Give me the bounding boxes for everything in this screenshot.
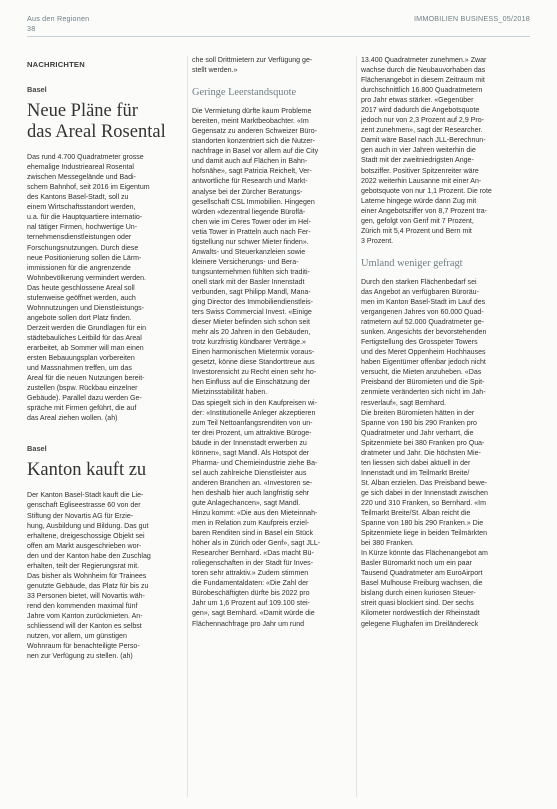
text-line: dieser Mieter befinden sich schon seit	[192, 319, 310, 327]
text-line: Wohnraum für benachteiligte Perso-	[27, 643, 140, 651]
text-line: zenmiete veränderten sich nicht im Jah-	[361, 389, 486, 397]
text-line: roliegenschaften in der Stadt für Inves-	[192, 560, 314, 568]
text-line: vetia Tower in Pratteln auch nach Fer-	[192, 228, 311, 236]
text-line: genschaft Egliseestrasse 60 von der	[27, 502, 141, 510]
text-line: Pharma- und Chemieindustrie ziehe Ba-	[192, 459, 318, 467]
text-line: ter drei Prozent, um attraktive Büroge-	[192, 429, 312, 437]
text-line: resverlauf», sagt Bernhard.	[361, 399, 446, 407]
headline-line: Neue Pläne für	[27, 101, 138, 122]
text-line: ters Swiss Commercial Invest. «Einige	[192, 309, 312, 317]
text-line: Quadratmeter und Jahr verharrt, die	[361, 429, 474, 437]
text-line: Jahr um 1,6 Prozent auf 109.100 stei-	[192, 600, 310, 608]
text-line: streit quasi blockiert sind. Der sechs	[361, 600, 474, 608]
text-line: 220 und 310 Franken, so Bernhard. «Im	[361, 499, 486, 507]
column-divider	[356, 56, 357, 797]
text-line: ging Director des Immobiliendienstleis-	[192, 299, 314, 307]
text-line: Investorensicht zu Recht einen sehr ho-	[192, 369, 317, 377]
text-line: 2022 weiterhin Lausanne mit einer An-	[361, 177, 482, 185]
subheading: Geringe Leerstandsquote	[192, 87, 297, 99]
article-kicker: Basel	[27, 85, 47, 95]
text-line: Zürich mit 5,4 Prozent und Bern mit	[361, 227, 472, 235]
text-line: Das heute geschlossene Areal soll	[27, 284, 135, 292]
text-line: ge sich dabei in der Innenstadt zwischen	[361, 489, 488, 497]
text-line: zum Teil Nettoanfangsrenditen von un-	[192, 419, 313, 427]
article-body	[361, 278, 530, 630]
text-line: tungsunternehmen fühlten sich traditi-	[192, 268, 310, 276]
text-line: ten liessen sich dabei aktuell in der	[361, 459, 471, 467]
text-line: einem Wirtschaftsstandort werden,	[27, 204, 136, 212]
text-line: versucht, die Mieten anzuheben. «Das	[361, 369, 482, 377]
text-line: hofsnähe», sagt Patricia Reichelt, Ver-	[192, 168, 312, 176]
column-divider	[187, 56, 188, 797]
text-line: men im Kanton Basel-Stadt im Lauf des	[361, 299, 486, 307]
text-line: bereiten, meint Marktbeobachter. «Im	[192, 118, 309, 126]
text-line: trotz kurzfristig kündbarer Verträge.»	[192, 339, 306, 347]
text-line: Gegensatz zu anderen Schweizer Büro-	[192, 128, 317, 136]
text-line: Spanne von 180 bis 290 Franken.» Die	[361, 520, 484, 528]
text-line: Die breiten Büromieten hätten in der	[361, 409, 475, 417]
column-1	[27, 60, 183, 662]
running-header-right: IMMOBILIEN BUSINESS_05/2018	[413, 14, 530, 23]
article-body	[27, 491, 183, 662]
text-line: nen zur Verfügung zu stellen. (ah)	[27, 653, 133, 661]
page-number: 38	[27, 23, 36, 33]
text-line: offen am Markt ausgeschrieben wor-	[27, 542, 142, 550]
text-line: sel auch zahlreiche Dienstleister aus	[192, 469, 307, 477]
text-line: sunken. Angesichts der bevorstehenden	[361, 329, 487, 337]
text-line: Laterne hingege würde dann Zug mit	[361, 197, 477, 205]
text-line: stellt werden.»	[192, 67, 238, 75]
text-line: und Massnahmen treffen, um das	[27, 365, 132, 373]
text-line: standorten konzentriert sich die Nutzer-	[192, 138, 315, 146]
text-line: Damit wäre Basel nach JLL-Berechnun-	[361, 137, 486, 145]
column-2	[192, 56, 352, 630]
text-line: schem Bahnhof, seit 2016 im Eigentum	[27, 184, 150, 192]
text-line: botsziffer. Positiver Spitzenreiter wäre	[361, 167, 479, 175]
text-line: gute Anlagechancen», sagt Mandl.	[192, 499, 301, 507]
text-line: Einen harmonischen Mietermix voraus-	[192, 349, 315, 357]
text-line: gen, gefolgt von Genf mit 7 Prozent,	[361, 217, 474, 225]
article-headline	[27, 101, 183, 143]
text-line: mehr als 20 Jahren in den Gebäuden,	[192, 329, 311, 337]
text-line: und des Meret Oppenheim Hochhauses	[361, 349, 486, 357]
text-line: gesetzt, könne diese Standorttreue aus	[192, 359, 315, 367]
text-line: können», sagt Mandl. Als Hotspot der	[192, 449, 310, 457]
text-line: Basel Mulhouse Freiburg wachsen, die	[361, 580, 483, 588]
text-line: analyse bei der Zürcher Beratungs-	[192, 188, 303, 196]
text-line: 2017 wird dadurch die Angebotsquote	[361, 107, 480, 115]
text-line: hung, Ausbildung und Bildung. Das gut	[27, 522, 149, 530]
text-line: ehemalige Industrieareal Rosental	[27, 164, 134, 172]
text-line: Basler Büromarkt noch um ein paar	[361, 560, 472, 568]
text-line: tigstellung nur schwer Mieter finden».	[192, 238, 309, 246]
headline-line: das Areal Rosental	[27, 122, 166, 143]
text-line: baren Renditen sind in Basel ein Stück	[192, 530, 314, 538]
text-line: bei 380 Franken.	[361, 540, 414, 548]
text-line: nutzen, vor allem, um günstigen	[27, 633, 127, 641]
text-line: bislang durch einen kuriosen Steuer-	[361, 590, 476, 598]
article-headline: Kanton kauft zu	[27, 460, 147, 481]
text-line: u.a. für die Hauptquartiere internatio-	[27, 214, 143, 222]
text-line: Areal für die neuen Nutzungen bereit-	[27, 375, 145, 383]
article-areal-rosental	[27, 85, 183, 424]
text-line: würden «dezentral liegende Büroflä-	[192, 208, 306, 216]
article-body	[27, 153, 183, 424]
text-line: einer Angebotsziffer von 8,7 Prozent tra-	[361, 207, 488, 215]
text-line: den und der Kanton habe den Zuschlag	[27, 552, 151, 560]
text-line: dratmeter und Jahr. Die höchsten Mie-	[361, 449, 481, 457]
text-line: zustellen (bspw. Rückbau einzelner	[27, 385, 138, 393]
text-line: Researcher Bernhard. «Das macht Bü-	[192, 550, 314, 558]
continued-text	[361, 56, 530, 247]
header-divider	[27, 36, 530, 37]
text-line: men in Relation zum Kaufpreis erziel-	[192, 520, 310, 528]
text-line: Wohnnutzungen und Dienstleistungs-	[27, 304, 145, 312]
text-line: gebotsquote von nur 1,1 Prozent. Die rote	[361, 187, 492, 195]
text-line: ternehmensdienstleistungen oder	[27, 234, 132, 242]
text-line: hen deshalb hier auch langfristig sehr	[192, 489, 310, 497]
text-line: anderen Branchen an. «Investoren se-	[192, 479, 313, 487]
text-line: immissionen für die angrenzende	[27, 264, 131, 272]
text-line: Das bisher als Wohnheim für Trainees	[27, 572, 147, 580]
text-line: Wohnbevölkerung vermindert werden.	[27, 274, 146, 282]
text-line: gen auch in vier Jahren weiterhin die	[361, 147, 476, 155]
text-line: Gebäude). Parallel dazu werden Ge-	[27, 395, 142, 403]
text-line: onell stark mit der Basler Innenstadt	[192, 278, 305, 286]
text-line: rend den kommenden maximal fünf	[27, 602, 138, 610]
text-line: Innenstadt und im Teilmarkt Breite/	[361, 469, 470, 477]
text-line: antwortliche für Research und Markt-	[192, 178, 308, 186]
text-line: 33 Personen bietet, will Novartis wäh-	[27, 592, 145, 600]
text-line: kleinere Versicherungs- und Bera-	[192, 258, 299, 266]
text-line: Forschungsnutzungen. Durch diese	[27, 244, 139, 252]
text-line: Spitzenmiete bei 380 Franken pro Qua-	[361, 439, 485, 447]
text-line: und damit auch auf Flächen in Bahn-	[192, 158, 308, 166]
text-line: Stiftung der Novartis AG für Erzie-	[27, 512, 134, 520]
text-line: Tausend Quadratmeter am EuroAirport	[361, 570, 483, 578]
text-line: Durch den starken Flächenbedarf sei	[361, 278, 477, 286]
section-name: Aus den Regionen	[27, 14, 90, 23]
text-line: bäude in der Innenstadt erwerben zu	[192, 439, 307, 447]
text-line: nal tätiger Firmen, hochwertige Un-	[27, 224, 138, 232]
text-line: Der Kanton Basel-Stadt kauft die Lie-	[27, 492, 144, 500]
continued-text	[192, 56, 352, 76]
text-line: des Kantons Basel-Stadt, soll zu	[27, 194, 129, 202]
text-line: die Fundamentaldaten: «Die Zahl der	[192, 580, 309, 588]
text-line: das Areal ziehen wollen. (ah)	[27, 415, 118, 423]
text-line: Flächenangebot in diesem Zeitraum mit	[361, 77, 485, 85]
running-header-left	[27, 14, 89, 33]
text-line: In Kürze könnte das Flächenangebot am	[361, 550, 488, 558]
text-line: Mietzinsstabilität haben.	[192, 389, 268, 397]
text-line: städtebauliches Leitbild für das Areal	[27, 334, 142, 342]
article-body	[192, 107, 352, 629]
text-line: durchschnittlich 16.800 Quadratmetern	[361, 87, 483, 95]
text-line: Bürobeschäftigten dürfte bis 2022 pro	[192, 590, 310, 598]
text-line: das Angebot an verfügbaren Büroräu-	[361, 288, 479, 296]
subheading: Umland weniger gefragt	[361, 257, 463, 269]
text-line: 13.400 Quadratmeter zunehmen.» Zwar	[361, 57, 487, 64]
text-line: wachse durch die Neubauvorhaben das	[361, 67, 486, 75]
text-line: erhalten, teilt der Regierungsrat mit.	[27, 562, 140, 570]
text-line: jedoch nur von 2,3 Prozent auf 2,9 Pro-	[361, 117, 485, 125]
text-line: Hinzu kommt: «Die aus den Mieteinnah-	[192, 510, 318, 518]
text-line: pro Jahr etwas stärker. «Gegenüber	[361, 97, 474, 105]
text-line: Kilometer nordwestlich der Rheinstadt	[361, 610, 480, 618]
text-line: Jahre vom Kanton zurückmieten. An-	[27, 612, 143, 620]
text-line: Stadt mit der zweitniedrigsten Ange-	[361, 157, 474, 165]
text-line: genutzte Gebäude, das Platz für bis zu	[27, 582, 149, 590]
text-line: haben Eigentümer offenbar jedoch nicht	[361, 359, 486, 367]
text-line: ersten Bebauungsplan vorbereiten	[27, 355, 135, 363]
section-label: NACHRICHTEN	[27, 60, 85, 69]
text-line: vergangenen Jahres von 60.000 Quad-	[361, 309, 484, 317]
text-line: 3 Prozent.	[361, 237, 394, 245]
text-line: höher als in Zürich oder Genf», sagt JLL-	[192, 540, 321, 548]
text-line: schliessend will der Kanton es selbst	[27, 623, 142, 631]
text-line: gesellschaft CSL Immobilien. Hingegen	[192, 198, 315, 206]
text-line: Spitzenmiete liege in beiden Teilmärkten	[361, 530, 488, 538]
text-line: verbunden, sagt Philipp Mandl, Mana-	[192, 288, 311, 296]
text-line: Die Vermietung dürfte kaum Probleme	[192, 108, 312, 116]
text-line: hen Einfluss auf die Einschätzung der	[192, 379, 310, 387]
text-line: Flächennachfrage pro Jahr um rund	[192, 620, 305, 628]
text-line: stufenweise geöffnet werden, auch	[27, 294, 136, 302]
text-line: ratmetern auf 52.000 Quadratmeter ge-	[361, 319, 484, 327]
text-line: Das rund 4.700 Quadratmeter grosse	[27, 154, 144, 162]
text-line: toren sehr attraktiv.» Zudem stimmen	[192, 570, 309, 578]
text-line: Preisband der Büromieten und die Spit-	[361, 379, 485, 387]
text-line: Spanne von 190 bis 290 Franken pro	[361, 419, 477, 427]
text-line: zwischen Messegelände und Badi-	[27, 174, 136, 182]
text-line: chen wie im Ceres Tower oder im Hel-	[192, 218, 311, 226]
article-kicker: Basel	[27, 444, 47, 454]
text-line: erhaltene, dreigeschossige Objekt sei	[27, 532, 145, 540]
text-line: angebote sollen dort Platz finden.	[27, 314, 132, 322]
text-line: der: «Institutionelle Anleger akzeptieren	[192, 409, 316, 417]
article-kanton-kauft-zu	[27, 444, 183, 662]
text-line: spräche mit Firmen geführt, die auf	[27, 405, 137, 413]
text-line: St. Alban erzielen. Das Preisband bewe-	[361, 479, 488, 487]
text-line: zent zunehmen», sagt der Researcher.	[361, 127, 483, 135]
column-3	[361, 56, 530, 630]
text-line: Teilmarkt Breite/St. Alban reicht die	[361, 510, 471, 518]
text-line: Fertigstellung des Grosspeter Towers	[361, 339, 478, 347]
text-line: erarbeitet, ab Sommer will man einen	[27, 344, 144, 352]
text-line: gen», sagt Bernhard. «Damit würde die	[192, 610, 315, 618]
text-line: nachfrage in Basel vor allem auf die City	[192, 148, 319, 156]
text-line: Derzeit werden die Grundlagen für ein	[27, 324, 147, 332]
text-line: neue Positionierung sollen die Lärm-	[27, 254, 142, 262]
text-line: Das spiegelt sich in den Kaufpreisen wi-	[192, 399, 317, 407]
text-line: che soll Drittmietern zur Verfügung ge-	[192, 57, 313, 64]
text-line: Anwalts- und Steuerkanzleien sowie	[192, 248, 306, 256]
text-line: gelegene Flughafen im Dreiländereck	[361, 620, 479, 628]
